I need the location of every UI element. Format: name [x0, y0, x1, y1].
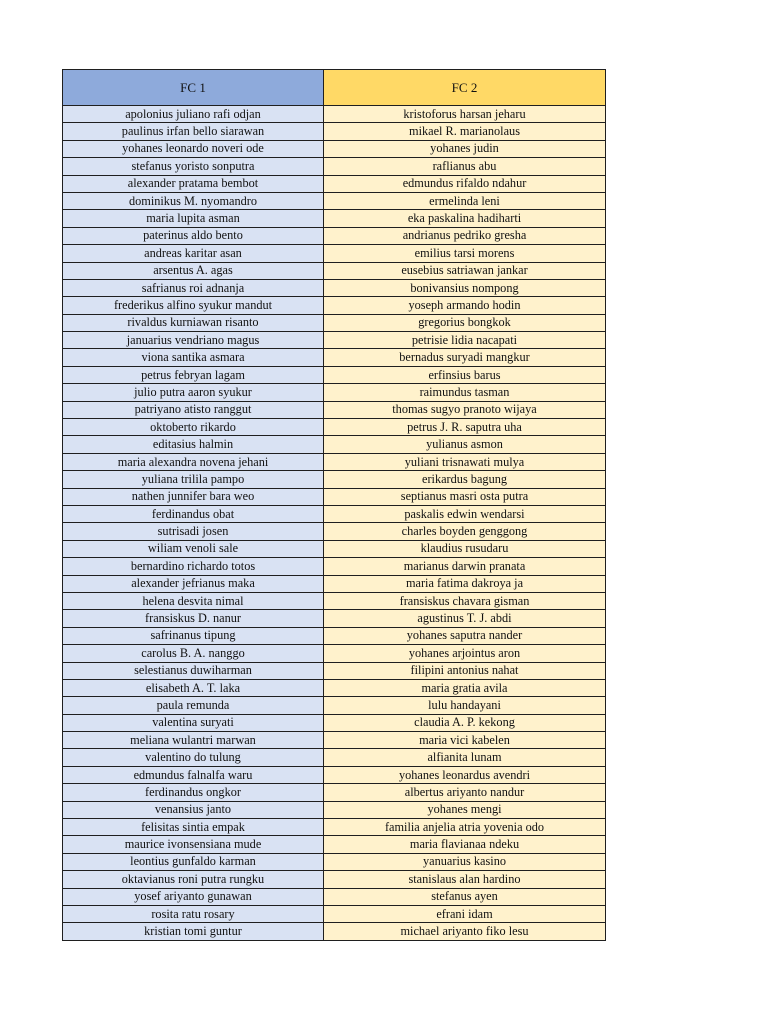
fc1-cell: patriyano atisto ranggut: [63, 401, 324, 418]
fc1-cell: fransiskus D. nanur: [63, 610, 324, 627]
fc1-cell: kristian tomi guntur: [63, 923, 324, 940]
fc1-cell: ferdinandus ongkor: [63, 784, 324, 801]
table-row: [63, 784, 606, 801]
header-row: [63, 70, 606, 106]
table-row: [63, 419, 606, 436]
fc1-cell: alexander jefrianus maka: [63, 575, 324, 592]
fc2-cell: charles boyden genggong: [324, 523, 606, 540]
table-row: [63, 558, 606, 575]
fc2-cell: yoseph armando hodin: [324, 297, 606, 314]
fc2-cell: maria vici kabelen: [324, 732, 606, 749]
fc2-cell: michael ariyanto fiko lesu: [324, 923, 606, 940]
fc1-cell: viona santika asmara: [63, 349, 324, 366]
fc2-cell: agustinus T. J. abdi: [324, 610, 606, 627]
fc2-cell: mikael R. marianolaus: [324, 123, 606, 140]
fc2-cell: claudia A. P. kekong: [324, 714, 606, 731]
fc2-cell: maria gratia avila: [324, 679, 606, 696]
fc2-cell: familia anjelia atria yovenia odo: [324, 819, 606, 836]
fc2-cell: yulianus asmon: [324, 436, 606, 453]
table-row: [63, 714, 606, 731]
table-row: [63, 836, 606, 853]
fc2-cell: emilius tarsi morens: [324, 245, 606, 262]
fc2-cell: petrisie lidia nacapati: [324, 332, 606, 349]
table-row: [63, 106, 606, 123]
table-row: [63, 332, 606, 349]
fc1-cell: ferdinandus obat: [63, 505, 324, 522]
fc1-cell: nathen junnifer bara weo: [63, 488, 324, 505]
fc1-cell: yohanes leonardo noveri ode: [63, 140, 324, 157]
table-row: [63, 853, 606, 870]
table-row: [63, 766, 606, 783]
fc1-cell: valentino do tulung: [63, 749, 324, 766]
table-row: [63, 523, 606, 540]
table-row: [63, 140, 606, 157]
fc2-cell: andrianus pedriko gresha: [324, 227, 606, 244]
fc1-cell: selestianus duwiharman: [63, 662, 324, 679]
fc1-cell: carolus B. A. nanggo: [63, 645, 324, 662]
table-row: [63, 662, 606, 679]
table-row: [63, 471, 606, 488]
table-row: [63, 158, 606, 175]
fc2-cell: yohanes leonardus avendri: [324, 766, 606, 783]
table-row: [63, 488, 606, 505]
fc1-cell: sutrisadi josen: [63, 523, 324, 540]
fc2-cell: ermelinda leni: [324, 192, 606, 209]
fc1-cell: frederikus alfino syukur mandut: [63, 297, 324, 314]
fc1-cell: wiliam venoli sale: [63, 540, 324, 557]
table-row: [63, 888, 606, 905]
fc1-cell: maurice ivonsensiana mude: [63, 836, 324, 853]
fc1-cell: bernardino richardo totos: [63, 558, 324, 575]
fc1-cell: yuliana trilila pampo: [63, 471, 324, 488]
fc1-cell: edmundus falnalfa waru: [63, 766, 324, 783]
fc2-cell: thomas sugyo pranoto wijaya: [324, 401, 606, 418]
table-body: [63, 106, 606, 941]
table-row: [63, 732, 606, 749]
fc1-cell: stefanus yoristo sonputra: [63, 158, 324, 175]
fc2-cell: kristoforus harsan jeharu: [324, 106, 606, 123]
table-row: [63, 279, 606, 296]
fc2-cell: erikardus bagung: [324, 471, 606, 488]
table-row: [63, 697, 606, 714]
fc1-cell: paterinus aldo bento: [63, 227, 324, 244]
fc2-cell: stefanus ayen: [324, 888, 606, 905]
fc2-cell: stanislaus alan hardino: [324, 871, 606, 888]
fc1-cell: safrianus roi adnanja: [63, 279, 324, 296]
fc1-cell: safrinanus tipung: [63, 627, 324, 644]
fc2-cell: yohanes saputra nander: [324, 627, 606, 644]
fc2-cell: septianus masri osta putra: [324, 488, 606, 505]
fc1-cell: apolonius juliano rafi odjan: [63, 106, 324, 123]
fc1-cell: felisitas sintia empak: [63, 819, 324, 836]
fc2-cell: fransiskus chavara gisman: [324, 592, 606, 609]
fc2-cell: eka paskalina hadiharti: [324, 210, 606, 227]
table-row: [63, 227, 606, 244]
fc1-cell: paulinus irfan bello siarawan: [63, 123, 324, 140]
fc1-cell: andreas karitar asan: [63, 245, 324, 262]
table-row: [63, 401, 606, 418]
fc2-cell: yuliani trisnawati mulya: [324, 453, 606, 470]
fc2-cell: efrani idam: [324, 905, 606, 922]
fc1-cell: oktavianus roni putra rungku: [63, 871, 324, 888]
fc2-cell: klaudius rusudaru: [324, 540, 606, 557]
fc1-cell: petrus febryan lagam: [63, 366, 324, 383]
fc1-cell: elisabeth A. T. laka: [63, 679, 324, 696]
fc2-cell: alfianita lunam: [324, 749, 606, 766]
fc2-cell: yanuarius kasino: [324, 853, 606, 870]
fc1-cell: maria lupita asman: [63, 210, 324, 227]
table-row: [63, 366, 606, 383]
fc2-cell: gregorius bongkok: [324, 314, 606, 331]
fc1-cell: meliana wulantri marwan: [63, 732, 324, 749]
fc1-cell: valentina suryati: [63, 714, 324, 731]
fc2-cell: bernadus suryadi mangkur: [324, 349, 606, 366]
table-row: [63, 905, 606, 922]
fc1-cell: oktoberto rikardo: [63, 419, 324, 436]
fc2-cell: yohanes mengi: [324, 801, 606, 818]
fc1-cell: venansius janto: [63, 801, 324, 818]
header-fc2: FC 2: [324, 70, 606, 106]
fc1-cell: editasius halmin: [63, 436, 324, 453]
header-fc1: FC 1: [63, 70, 324, 106]
table-row: [63, 801, 606, 818]
table-row: [63, 384, 606, 401]
table-row: [63, 645, 606, 662]
fc2-cell: eusebius satriawan jankar: [324, 262, 606, 279]
fc2-cell: yohanes judin: [324, 140, 606, 157]
fc1-cell: alexander pratama bembot: [63, 175, 324, 192]
fc2-cell: bonivansius nompong: [324, 279, 606, 296]
table-row: [63, 349, 606, 366]
table-row: [63, 819, 606, 836]
fc1-cell: rosita ratu rosary: [63, 905, 324, 922]
table-row: [63, 610, 606, 627]
fc1-cell: januarius vendriano magus: [63, 332, 324, 349]
table-row: [63, 749, 606, 766]
fc1-cell: rivaldus kurniawan risanto: [63, 314, 324, 331]
fc2-cell: petrus J. R. saputra uha: [324, 419, 606, 436]
fc2-cell: raimundus tasman: [324, 384, 606, 401]
fc1-cell: yosef ariyanto gunawan: [63, 888, 324, 905]
fc1-cell: paula remunda: [63, 697, 324, 714]
fc1-cell: leontius gunfaldo karman: [63, 853, 324, 870]
table-row: [63, 210, 606, 227]
fc2-cell: maria flavianaa ndeku: [324, 836, 606, 853]
table-row: [63, 436, 606, 453]
table-row: [63, 175, 606, 192]
table-row: [63, 627, 606, 644]
name-table: [62, 69, 606, 941]
table-row: [63, 262, 606, 279]
table-row: [63, 123, 606, 140]
fc2-cell: raflianus abu: [324, 158, 606, 175]
fc1-cell: arsentus A. agas: [63, 262, 324, 279]
table-row: [63, 540, 606, 557]
table-row: [63, 314, 606, 331]
fc1-cell: maria alexandra novena jehani: [63, 453, 324, 470]
fc2-cell: yohanes arjointus aron: [324, 645, 606, 662]
fc2-cell: maria fatima dakroya ja: [324, 575, 606, 592]
fc1-cell: dominikus M. nyomandro: [63, 192, 324, 209]
table-row: [63, 505, 606, 522]
table-row: [63, 575, 606, 592]
table-row: [63, 592, 606, 609]
table-row: [63, 245, 606, 262]
table-row: [63, 297, 606, 314]
table-row: [63, 679, 606, 696]
fc2-cell: filipini antonius nahat: [324, 662, 606, 679]
fc1-cell: julio putra aaron syukur: [63, 384, 324, 401]
fc2-cell: lulu handayani: [324, 697, 606, 714]
fc2-cell: marianus darwin pranata: [324, 558, 606, 575]
fc2-cell: edmundus rifaldo ndahur: [324, 175, 606, 192]
fc1-cell: helena desvita nimal: [63, 592, 324, 609]
table-row: [63, 871, 606, 888]
fc2-cell: albertus ariyanto nandur: [324, 784, 606, 801]
table-row: [63, 923, 606, 940]
fc2-cell: paskalis edwin wendarsi: [324, 505, 606, 522]
table-row: [63, 192, 606, 209]
table-row: [63, 453, 606, 470]
fc2-cell: erfinsius barus: [324, 366, 606, 383]
